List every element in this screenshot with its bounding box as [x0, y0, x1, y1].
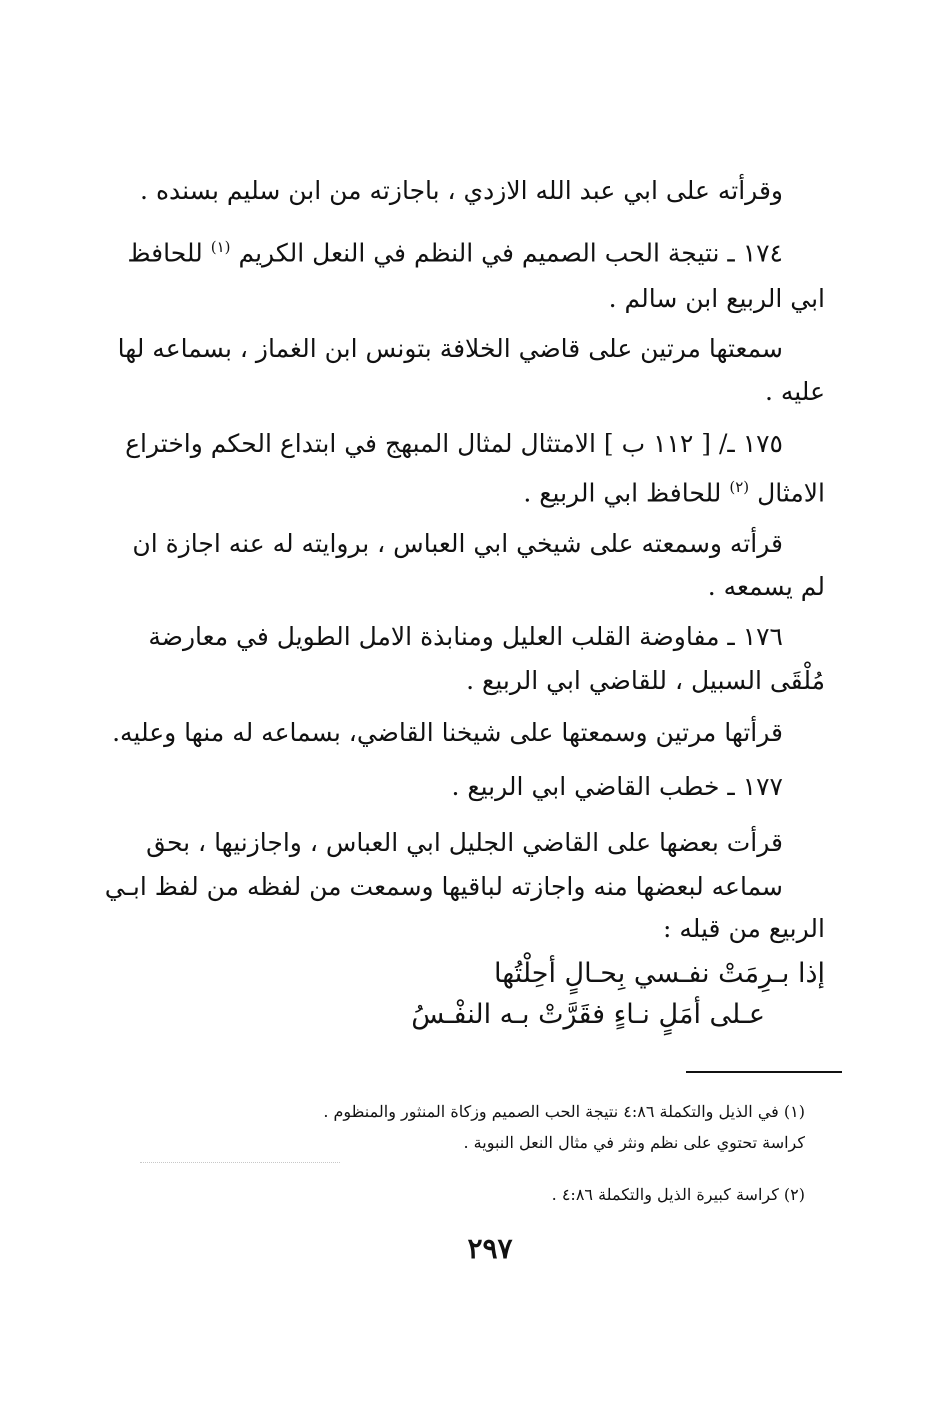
faint-bleed-mark [140, 1162, 340, 1163]
text-line: قرأتها مرتين وسمعتها على شيخنا القاضي، بسماعه له منها وعليه. [112, 718, 783, 747]
footnote-1-continued: كراسة تحتوي على نظم ونثر في مثال النعل النبوية . [463, 1133, 805, 1152]
text-line: قرأته وسمعته على شيخي ابي العباس ، بروايته له عنه اجازة ان [132, 529, 783, 558]
footnote-ref-1: (١) [210, 238, 231, 256]
text-line: عليه . [764, 377, 825, 406]
text-line: الربيع من قيله : [662, 914, 825, 943]
entry-174-heading [127, 230, 783, 270]
verse-hemistich-2: عـلى أمَلٍ نـاءٍ فقَرَّتْ بـه النفْـسُ [411, 999, 765, 1030]
entry-177-heading: ١٧٧ ـ خطب القاضي ابي الربيع . [451, 772, 783, 801]
entry-text: للحافظ ابي الربيع . [523, 478, 722, 508]
entry-175-heading: ١٧٥ ـ/ [ ١١٢ ب ] الامتثال لمثال المبهج في ابتداع الحكم واختراع [125, 429, 783, 458]
text-line: قرأت بعضها على القاضي الجليل ابي العباس ، واجازنيها ، بحق [146, 828, 783, 857]
text-line [523, 470, 825, 510]
footnote-1: (١) في الذيل والتكملة ٤:٨٦ نتيجة الحب الصميم وزكاة المنثور والمنظوم . [323, 1102, 805, 1121]
footnote-2: (٢) كراسة كبيرة الذيل والتكملة ٤:٨٦ . [551, 1185, 805, 1204]
verse-hemistich-1: إذا بـرِمَتْ نفـسي بِحـالٍ أحِلْتُها [494, 958, 825, 989]
text-line: مُلْقَى السبيل ، للقاضي ابي الربيع . [466, 666, 825, 695]
entry-text: ١٧٤ ـ نتيجة الحب الصميم في النظم في النعل الكريم [238, 238, 783, 268]
footnote-ref-2: (٢) [729, 478, 750, 496]
entry-text: للحافظ [127, 238, 203, 268]
page-number: ٢٩٧ [467, 1232, 513, 1265]
entry-176-heading: ١٧٦ ـ مفاوضة القلب العليل ومنابذة الامل الطويل في معارضة [148, 622, 783, 651]
text-line: لم يسمعه . [707, 572, 825, 601]
text-line: سماعه لبعضها منه واجازته لباقيها وسمعت من لفظه من لفظ ابـي [104, 872, 783, 901]
text-line: ابي الربيع ابن سالم . [608, 284, 825, 313]
text-line: سمعتها مرتين على قاضي الخلافة بتونس ابن الغماز ، بسماعه لها [117, 334, 783, 363]
footnote-divider [686, 1071, 842, 1073]
text-line: وقرأته على ابي عبد الله الازدي ، باجازته من ابن سليم بسنده . [140, 176, 783, 205]
entry-text: الامثال [757, 478, 825, 508]
